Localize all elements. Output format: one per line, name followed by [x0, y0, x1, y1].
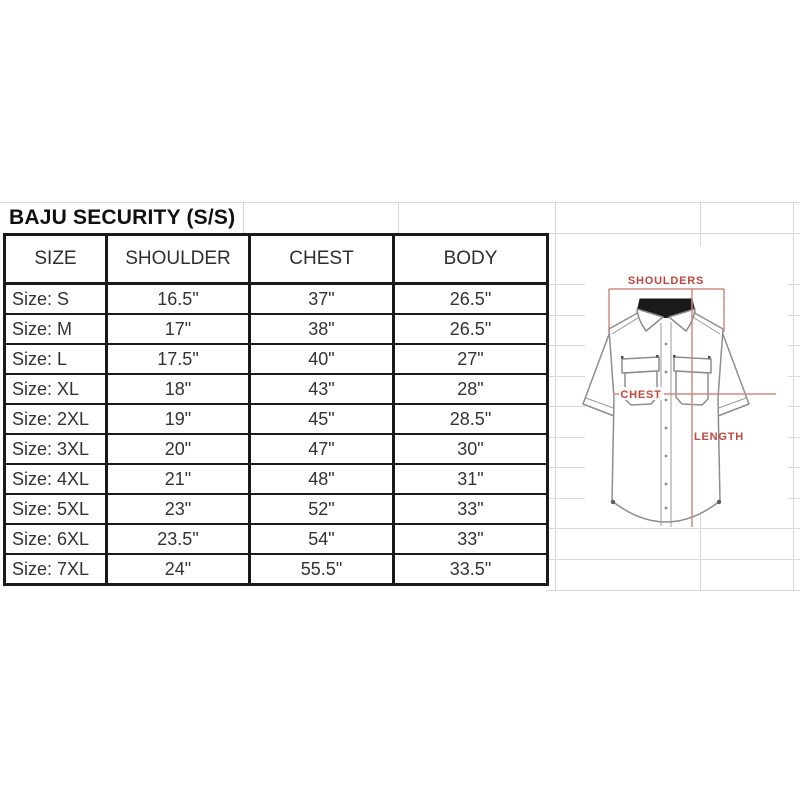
cell-body: 33" [394, 494, 548, 524]
table-row [5, 284, 548, 315]
cell-size: Size: 2XL [5, 404, 107, 434]
cell-chest: 55.5" [250, 554, 394, 585]
cell-shoulder: 19" [107, 404, 250, 434]
length-label: LENGTH [693, 431, 745, 443]
table-row [5, 314, 548, 344]
cell-body: 26.5" [394, 284, 548, 315]
shirt-diagram [552, 240, 800, 575]
table-row [5, 554, 548, 585]
cell-size: Size: 7XL [5, 554, 107, 585]
cell-body: 31" [394, 464, 548, 494]
chest-label: CHEST [620, 389, 662, 401]
cell-body: 28" [394, 374, 548, 404]
hem-mark-right [717, 500, 721, 504]
column-header-body: BODY [394, 235, 548, 284]
table-row [5, 494, 548, 524]
cell-size: Size: 4XL [5, 464, 107, 494]
cell-size: Size: 3XL [5, 434, 107, 464]
cell-shoulder: 21" [107, 464, 250, 494]
cell-shoulder: 24" [107, 554, 250, 585]
cell-body: 33" [394, 524, 548, 554]
table-row [5, 344, 548, 374]
page-title: BAJU SECURITY (S/S) [9, 205, 236, 229]
table-row [5, 404, 548, 434]
table-row [5, 374, 548, 404]
grid-line [546, 590, 800, 591]
cell-chest: 52" [250, 494, 394, 524]
cell-shoulder: 20" [107, 434, 250, 464]
cell-size: Size: XL [5, 374, 107, 404]
cell-chest: 54" [250, 524, 394, 554]
cell-chest: 40" [250, 344, 394, 374]
cell-body: 27" [394, 344, 548, 374]
cell-body: 28.5" [394, 404, 548, 434]
cell-chest: 47" [250, 434, 394, 464]
cell-chest: 48" [250, 464, 394, 494]
cell-size: Size: 5XL [5, 494, 107, 524]
table-row [5, 434, 548, 464]
cell-chest: 43" [250, 374, 394, 404]
table-row [5, 464, 548, 494]
cell-size: Size: L [5, 344, 107, 374]
cell-body: 26.5" [394, 314, 548, 344]
cell-shoulder: 23" [107, 494, 250, 524]
cell-shoulder: 18" [107, 374, 250, 404]
header-row [5, 235, 548, 284]
column-header-shoulder: SHOULDER [107, 235, 250, 284]
table-row [5, 524, 548, 554]
cell-size: Size: 6XL [5, 524, 107, 554]
cell-shoulder: 16.5" [107, 284, 250, 315]
cell-size: Size: S [5, 284, 107, 315]
cell-size: Size: M [5, 314, 107, 344]
cell-shoulder: 17.5" [107, 344, 250, 374]
cell-shoulder: 17" [107, 314, 250, 344]
column-header-size: SIZE [5, 235, 107, 284]
table-body [5, 284, 548, 585]
cell-body: 30" [394, 434, 548, 464]
cell-body: 33.5" [394, 554, 548, 585]
cell-chest: 38" [250, 314, 394, 344]
column-header-chest: CHEST [250, 235, 394, 284]
cell-shoulder: 23.5" [107, 524, 250, 554]
cell-chest: 45" [250, 404, 394, 434]
grid-line [546, 233, 800, 234]
shoulders-label: SHOULDERS [627, 275, 705, 287]
hem-mark-left [611, 500, 615, 504]
cell-chest: 37" [250, 284, 394, 315]
size-chart-table [3, 233, 549, 586]
